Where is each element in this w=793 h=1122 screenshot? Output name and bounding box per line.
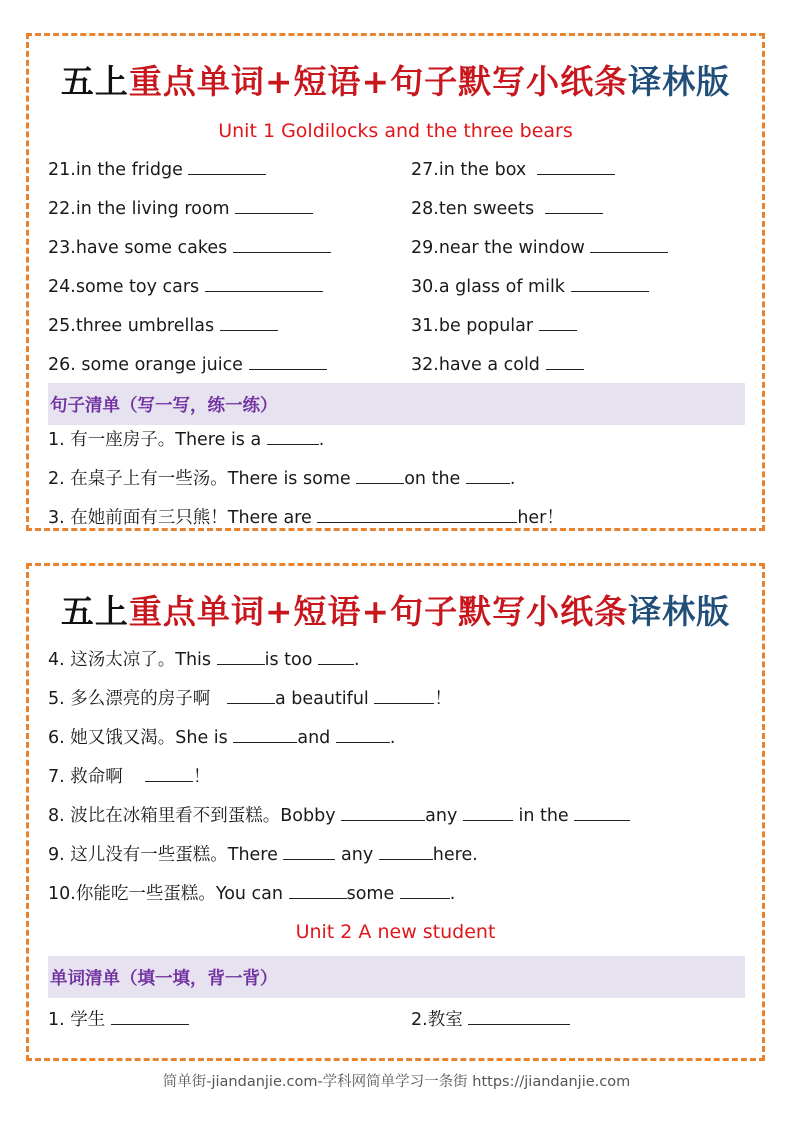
phrase-item: 29.near the window	[411, 236, 668, 259]
phrase-item: 32.have a cold	[411, 353, 584, 376]
word-item: 1. 学生	[48, 1008, 189, 1031]
sentence-item: 7. 救命啊 ！	[48, 767, 211, 787]
answer-blank[interactable]	[283, 843, 335, 860]
word-item: 2.教室	[411, 1008, 570, 1031]
sentence-item: 10.你能吃一些蛋糕。You can some .	[48, 884, 456, 904]
unit-heading: Unit 2 A new student	[295, 921, 496, 943]
section-band: 单词清单（填一填，背一背）	[48, 956, 745, 998]
section-band: 句子清单（写一写，练一练）	[48, 383, 745, 425]
answer-blank[interactable]	[374, 687, 434, 704]
answer-blank[interactable]	[318, 648, 354, 665]
answer-blank[interactable]	[145, 765, 193, 782]
answer-blank[interactable]	[379, 843, 433, 860]
sentence-item: 5. 多么漂亮的房子啊 a beautiful ！	[48, 689, 452, 709]
sentence-item: 8. 波比在冰箱里看不到蛋糕。Bobby any in the	[48, 804, 630, 827]
worksheet-card-2	[26, 563, 765, 1061]
page-footer: 简单街-jiandanjie.com-学科网简单学习一条街 https://jiandanjie.com	[162, 1074, 631, 1090]
phrase-item: 31.be popular	[411, 314, 577, 337]
answer-blank[interactable]	[317, 506, 517, 523]
answer-blank[interactable]	[289, 882, 347, 899]
answer-blank[interactable]	[217, 648, 265, 665]
card-title: 五上重点单词+短语+句子默写小纸条译林版	[60, 592, 731, 631]
sentence-item: 9. 这儿没有一些蛋糕。There any here.	[48, 845, 478, 865]
unit-heading: Unit 1 Goldilocks and the three bears	[218, 120, 573, 142]
answer-blank[interactable]	[590, 236, 668, 253]
answer-blank[interactable]	[111, 1008, 189, 1025]
sentence-item: 1. 有一座房子。There is a .	[48, 430, 325, 450]
phrase-item: 23.have some cakes	[48, 236, 331, 259]
card-title: 五上重点单词+短语+句子默写小纸条译林版	[60, 62, 731, 101]
answer-blank[interactable]	[539, 314, 577, 331]
phrase-item: 28.ten sweets	[411, 197, 603, 220]
phrase-item: 27.in the box	[411, 158, 615, 181]
answer-blank[interactable]	[466, 467, 510, 484]
answer-blank[interactable]	[468, 1008, 570, 1025]
answer-blank[interactable]	[545, 197, 603, 214]
answer-blank[interactable]	[267, 428, 319, 445]
phrase-item: 21.in the fridge	[48, 158, 266, 181]
phrase-item: 26. some orange juice	[48, 353, 327, 376]
answer-blank[interactable]	[574, 804, 630, 821]
answer-blank[interactable]	[400, 882, 450, 899]
answer-blank[interactable]	[571, 275, 649, 292]
answer-blank[interactable]	[233, 236, 331, 253]
answer-blank[interactable]	[227, 687, 275, 704]
answer-blank[interactable]	[220, 314, 278, 331]
sentence-item: 3. 在她前面有三只熊！There are her！	[48, 508, 564, 528]
sentence-item: 2. 在桌子上有一些汤。There is some on the .	[48, 469, 516, 489]
answer-blank[interactable]	[356, 467, 404, 484]
sentence-item: 6. 她又饿又渴。She is and .	[48, 728, 396, 748]
answer-blank[interactable]	[233, 726, 297, 743]
answer-blank[interactable]	[463, 804, 513, 821]
answer-blank[interactable]	[205, 275, 323, 292]
answer-blank[interactable]	[249, 353, 327, 370]
worksheet-card-1	[26, 33, 765, 531]
answer-blank[interactable]	[546, 353, 584, 370]
sentence-item: 4. 这汤太凉了。This is too .	[48, 650, 360, 670]
answer-blank[interactable]	[537, 158, 615, 175]
phrase-item: 25.three umbrellas	[48, 314, 278, 337]
answer-blank[interactable]	[336, 726, 390, 743]
answer-blank[interactable]	[188, 158, 266, 175]
phrase-item: 24.some toy cars	[48, 275, 323, 298]
phrase-item: 30.a glass of milk	[411, 275, 649, 298]
phrase-item: 22.in the living room	[48, 197, 313, 220]
answer-blank[interactable]	[235, 197, 313, 214]
answer-blank[interactable]	[341, 804, 425, 821]
